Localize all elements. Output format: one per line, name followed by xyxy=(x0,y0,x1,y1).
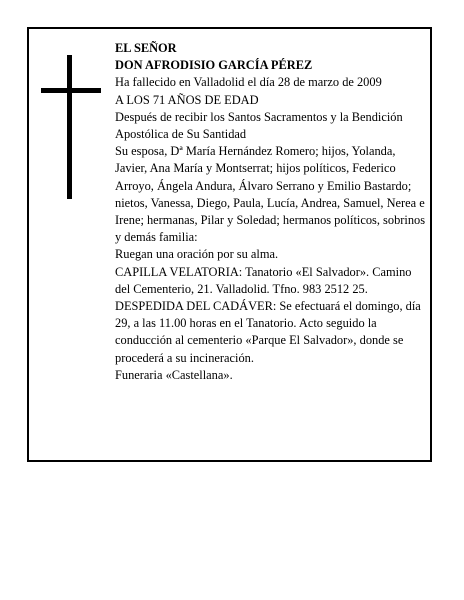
deceased-name: DON AFRODISIO GARCÍA PÉREZ xyxy=(115,58,313,73)
age-line: A LOS 71 AÑOS DE EDAD xyxy=(115,92,259,107)
obituary-text xyxy=(115,40,427,384)
cross-vertical-bar xyxy=(67,55,72,199)
cross-horizontal-bar xyxy=(41,88,101,93)
funeral-home-line: Funeraria «Castellana». xyxy=(115,367,233,382)
family-paragraph: Su esposa, Dª María Hernández Romero; hijos, Yolanda, Javier, Ana María y Montserrat; hijos políticos, Federico Arroyo, Ángela Andura, Álvaro Serrano y Emilio Bastardo; nietos, Vanessa, Diego, Paula, Lucía, Andrea, Samuel, Nerea e Irene; hermanas, Pilar y Soledad; hermanos políticos, sobrinos y demás familia: xyxy=(115,144,426,245)
prayer-line: Ruegan una oración por su alma. xyxy=(115,247,279,262)
obituary-notice xyxy=(27,27,432,462)
wake-paragraph: CAPILLA VELATORIA: Tanatorio «El Salvador». Camino del Cementerio, 21. Valladolid. Tfno. 983 2512 25. xyxy=(115,264,412,296)
sacraments-line: Después de recibir los Santos Sacramentos y la Bendición Apostólica de Su Santidad xyxy=(115,109,403,142)
death-line: Ha fallecido en Valladolid el día 28 de marzo de 2009 xyxy=(115,75,382,90)
farewell-paragraph: DESPEDIDA DEL CADÁVER: Se efectuará el domingo, día 29, a las 11.00 horas en el Tanatorio. Acto seguido la conducción al cementerio «Parque El Salvador», donde se procederá a su incineración. xyxy=(115,299,421,365)
cross-icon xyxy=(41,55,101,199)
title-line-1: EL SEÑOR xyxy=(115,41,177,55)
